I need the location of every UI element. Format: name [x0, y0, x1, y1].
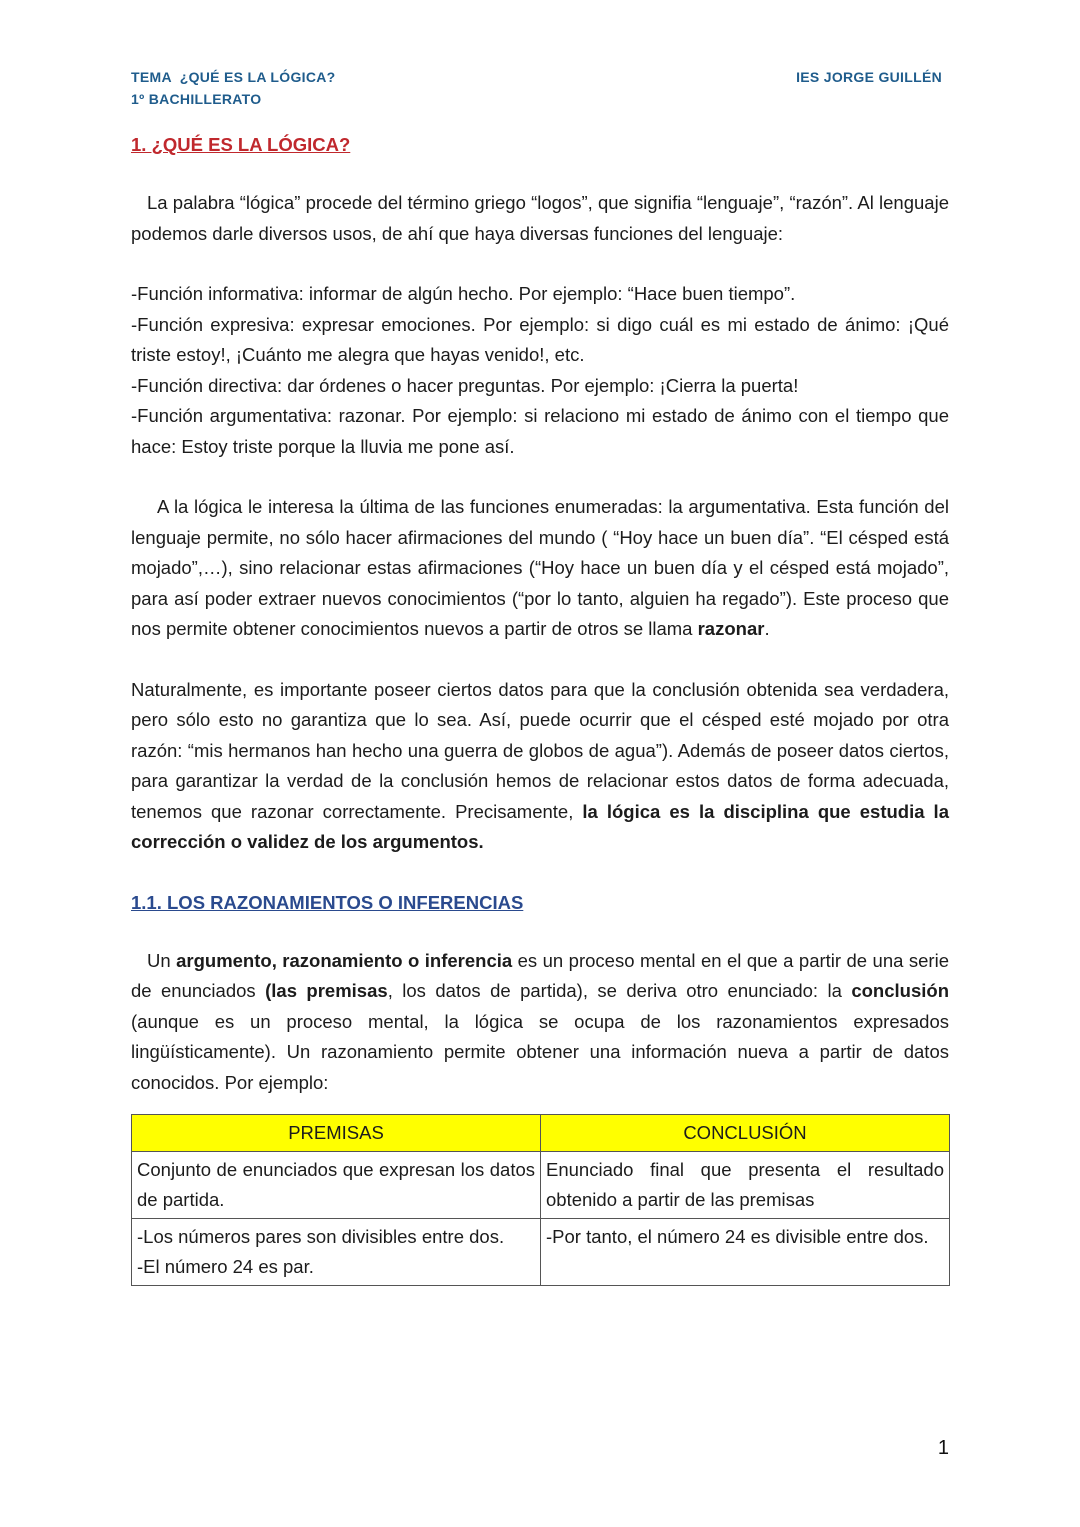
premises-conclusion-table	[131, 1114, 950, 1286]
argumentative-paragraph	[131, 492, 949, 645]
bold-term: razonar	[697, 618, 765, 639]
functions-list	[131, 279, 949, 462]
text-part: (aunque es un proceso mental, la lógica se ocupa de los razonamientos expresados lingüísticamente). Un razonamiento permite obtener una información nueva a partir de datos conocidos. Por ejemplo:	[131, 1010, 949, 1093]
inference-paragraph	[131, 946, 949, 1099]
bold-term: argumento, razonamiento o inferencia	[176, 949, 513, 971]
table-row	[132, 1219, 950, 1286]
table-cell	[132, 1219, 541, 1286]
table-row	[132, 1152, 950, 1219]
main-content	[131, 130, 949, 1286]
header-course: 1º BACHILLERATO	[131, 91, 262, 107]
list-item: -Función informativa: informar de algún hecho. Por ejemplo: “Hace buen tiempo”.	[131, 283, 796, 304]
subsection-title: 1.1. LOS RAZONAMIENTOS O INFERENCIAS	[131, 891, 524, 913]
premise-line: -El número 24 es par.	[137, 1256, 314, 1277]
header-premises: PREMISAS	[132, 1115, 541, 1152]
page-number: 1	[937, 1437, 949, 1459]
table-cell: Enunciado final que presenta el resultado obtenido a partir de las premisas	[541, 1152, 950, 1219]
header-topic: TEMA ¿QUÉ ES LA LÓGICA?	[131, 69, 336, 85]
paragraph-end: .	[764, 618, 770, 639]
list-item: -Función expresiva: expresar emociones. Por ejemplo: si digo cuál es mi estado de ánimo: ¡Qué triste estoy!, ¡Cuánto me alegra que hayas venido!, etc.	[131, 313, 949, 365]
table-header-row	[132, 1115, 950, 1152]
table-cell: -Por tanto, el número 24 es divisible entre dos.	[541, 1219, 950, 1286]
paragraph-text: Naturalmente, es importante poseer ciertos datos para que la conclusión obtenida sea verdadera, pero sólo esto no garantiza que lo sea. Así, puede ocurrir que el césped esté mojado por otra razón: “mis hermanos han hecho una guerra de globos de agua”). Además de poseer datos ciertos, para garantizar la verdad de la conclusión hemos de relacionar estos datos de forma adecuada, tenemos que razonar correctamente. Precisamente,	[131, 678, 949, 822]
header-conclusion: CONCLUSIÓN	[541, 1115, 950, 1152]
text-part: es un proceso mental en el que a partir de una serie de enunciados	[131, 949, 949, 1001]
validity-paragraph	[131, 675, 949, 858]
paragraph-text: A la lógica le interesa la última de las funciones enumeradas: la argumentativa. Esta función del lenguaje permite, no sólo hacer afirmaciones del mundo ( “Hoy hace un buen día”. “El césped está mojado”,…), sino relacionar estas afirmaciones (“Hoy hace un buen día y el césped está mojado”, para así poder extraer nuevos conocimientos (“por lo tanto, alguien ha regado”). Este proceso que nos permite obtener conocimientos nuevos a partir de otros se llama	[131, 496, 949, 639]
section-title: 1. ¿QUÉ ES LA LÓGICA?	[131, 134, 351, 155]
premise-line: -Los números pares son divisibles entre dos.	[137, 1226, 505, 1247]
bold-term: conclusión	[851, 980, 949, 1001]
text-part: , los datos de partida), se deriva otro enunciado: la	[387, 980, 852, 1001]
list-item: -Función argumentativa: razonar. Por ejemplo: si relaciono mi estado de ánimo con el tiempo que hace: Estoy triste porque la lluvia me pone así.	[131, 405, 949, 457]
header-left	[131, 66, 336, 110]
header-school: IES JORGE GUILLÉN	[796, 69, 942, 85]
table-cell: Conjunto de enunciados que expresan los datos de partida.	[132, 1152, 541, 1219]
list-item: -Función directiva: dar órdenes o hacer preguntas. Por ejemplo: ¡Cierra la puerta!	[131, 374, 799, 396]
bold-definition: la lógica es la disciplina que estudia la corrección o validez de los argumentos.	[131, 800, 949, 852]
intro-paragraph: La palabra “lógica” procede del término griego “logos”, que signifia “lenguaje”, “razón”. Al lenguaje podemos darle diversos usos, de ahí que haya diversas funciones del lenguaje:	[131, 192, 949, 244]
bold-term: (las premisas	[265, 980, 388, 1001]
text-part: Un	[147, 949, 177, 971]
